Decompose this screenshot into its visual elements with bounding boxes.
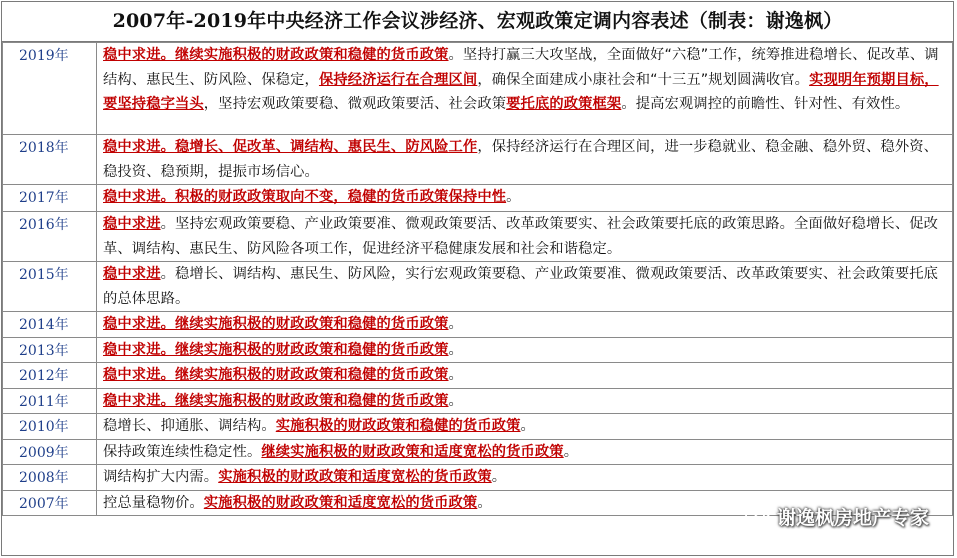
- year-cell: 2018年: [3, 135, 97, 185]
- policy-text: 。: [448, 367, 463, 383]
- policy-content-cell: [97, 185, 953, 212]
- policy-text: 。提高宏观调控的前瞻性、针对性、有效性。: [621, 96, 910, 112]
- table-row: [3, 337, 953, 363]
- policy-text: 控总量稳物价。: [103, 494, 204, 511]
- year-cell: 2009年: [3, 439, 97, 465]
- table-row: [3, 388, 953, 414]
- year-cell: 2016年: [3, 212, 97, 262]
- table-title: 2007年-2019年中央经济工作会议涉经济、宏观政策定调内容表述（制表：谢逸枫）: [2, 2, 953, 42]
- year-cell: 2014年: [3, 312, 97, 338]
- year-cell: 2013年: [3, 337, 97, 363]
- highlighted-policy-text: 稳中求进。继续实施积极的财政政策和稳健的货币政策: [103, 341, 449, 358]
- policy-text: 保持政策连续性稳定性。: [103, 443, 262, 460]
- policy-text: 。稳增长、调结构、惠民生、防风险，实行宏观政策要稳、产业政策要准、微观政策要活、改革政策要实、社会政策要托底的总体思路。: [103, 266, 939, 307]
- highlighted-policy-text: 实施积极的财政政策和适度宽松的货币政策: [218, 469, 492, 485]
- watermark: [745, 503, 929, 530]
- highlighted-policy-text: 要托底的政策框架: [506, 96, 622, 112]
- year-cell: 2011年: [3, 388, 97, 414]
- table-row: [3, 312, 953, 338]
- highlighted-policy-text: 稳中求进: [103, 216, 161, 232]
- policy-text: ，坚持宏观政策要稳、微观政策要活、社会政策: [203, 96, 507, 112]
- policy-text: 。: [477, 494, 492, 511]
- year-cell: 2007年: [3, 490, 97, 516]
- policy-content-cell: [97, 212, 953, 262]
- table-row: [3, 262, 953, 312]
- highlighted-policy-text: 实施积极的财政政策和稳健的货币政策: [275, 418, 521, 434]
- year-cell: 2008年: [3, 465, 97, 491]
- watermark-text: 谢逸枫房地产专家: [776, 507, 929, 529]
- policy-content-cell: [97, 312, 953, 338]
- policy-content-cell: [97, 388, 953, 414]
- policy-text: 。: [448, 316, 463, 332]
- year-cell: 2012年: [3, 363, 97, 389]
- table-body: [3, 43, 953, 516]
- highlighted-policy-text: 保持经济运行在合理区间: [318, 71, 478, 88]
- highlighted-policy-text: 稳中求进。继续实施积极的财政政策和稳健的货币政策: [103, 392, 449, 409]
- highlighted-policy-text: 稳中求进。积极的财政政策取向不变，稳健的货币政策保持中性: [103, 189, 507, 205]
- year-cell: 2017年: [3, 185, 97, 212]
- year-cell: 2019年: [3, 43, 97, 135]
- table-row: [3, 43, 953, 135]
- table-row: [3, 212, 953, 262]
- highlighted-policy-text: 稳中求进。继续实施积极的财政政策和稳健的货币政策: [103, 47, 449, 63]
- highlighted-policy-text: 实施积极的财政政策和适度宽松的货币政策: [203, 494, 478, 511]
- policy-text: 。坚持打赢三大攻坚战，全面做好“六稳”工作，统筹推进稳增长、促改革、调结构、惠民生、防风险、保稳定，: [103, 47, 939, 88]
- table-row: [3, 185, 953, 212]
- policy-table: [2, 42, 953, 516]
- policy-text: 。: [448, 392, 463, 409]
- highlighted-policy-text: 实现明年预期目标，要坚持稳字当头: [103, 71, 939, 112]
- policy-table-document: [1, 1, 954, 556]
- policy-content-cell: [97, 363, 953, 389]
- policy-content-cell: [97, 337, 953, 363]
- table-row: [3, 465, 953, 491]
- policy-content-cell: [97, 135, 953, 185]
- policy-content-cell: [97, 465, 953, 491]
- policy-text: ，保持经济运行在合理区间，进一步稳就业、稳金融、稳外贸、稳外资、稳投资、稳预期，提振市场信心。: [103, 139, 939, 180]
- policy-content-cell: [97, 414, 953, 440]
- policy-text: 调结构扩大内需。: [103, 469, 219, 485]
- highlighted-policy-text: 稳中求进: [103, 266, 161, 282]
- policy-content-cell: [97, 262, 953, 312]
- policy-text: 稳增长、抑通胀、调结构。: [103, 418, 276, 434]
- table-row: [3, 439, 953, 465]
- table-row: [3, 414, 953, 440]
- policy-text: 。: [448, 341, 463, 358]
- highlighted-policy-text: 稳中求进。继续实施积极的财政政策和稳健的货币政策: [103, 316, 449, 332]
- highlighted-policy-text: 稳中求进。继续实施积极的财政政策和稳健的货币政策: [103, 367, 449, 383]
- year-cell: 2010年: [3, 414, 97, 440]
- policy-text: ，确保全面建成小康社会和“十三五”规划圆满收官。: [477, 71, 810, 88]
- policy-text: 。坚持宏观政策要稳、产业政策要准、微观政策要活、改革政策要实、社会政策要托底的政策思路。全面做好稳增长、促改革、调结构、惠民生、防风险各项工作，促进经济平稳健康发展和社会和谐稳定。: [103, 216, 939, 257]
- wechat-icon: [745, 506, 771, 528]
- policy-text: 。: [563, 443, 579, 460]
- policy-content-cell: [97, 439, 953, 465]
- policy-text: 。: [491, 469, 507, 485]
- highlighted-policy-text: 继续实施积极的财政政策和适度宽松的货币政策: [261, 443, 564, 460]
- highlighted-policy-text: 稳中求进。稳增长、促改革、调结构、惠民生、防风险工作: [103, 139, 478, 155]
- policy-text: 。: [506, 189, 521, 205]
- policy-content-cell: [97, 43, 953, 135]
- table-row: [3, 135, 953, 185]
- policy-text: 。: [520, 418, 535, 434]
- table-row: [3, 363, 953, 389]
- year-cell: 2015年: [3, 262, 97, 312]
